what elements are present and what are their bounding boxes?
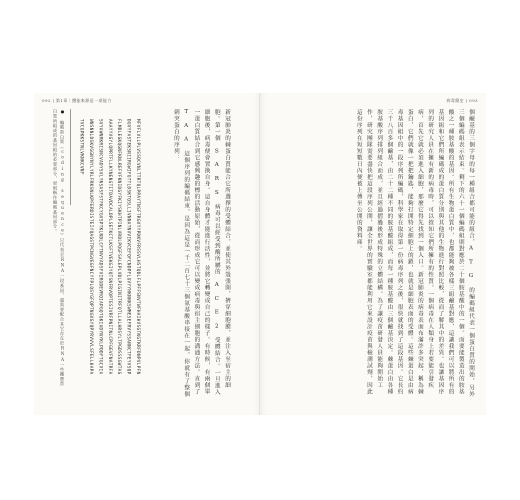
footnote-text: 編碼蛋白質（coding sequence）只代表至RNA一段基因，還需要配合其它存在於RNA一些攜帶蛋白質所組成的基因組的必要部分，原則稱作編碼基因部分。 [53, 109, 65, 387]
left-page-body-text: 新冠肺炎的棘蛋白質能合它所選擇的受體結合，並使其外殼張開，擠穿細胞膜，並注入至宿主的細胞。第一個 S A R S 病毒可以經受到酶所屬的 A C E 2 受體結合。一旦進入細胞後，病毒便會置換自身。這自身體才能進行活性，並將它轉變成自己的樣子。有時候，有兩個單一蛋白質結合到它感興趣的標的活動原始，從而形成它可以變成病毒與宿主細胞的溝通方法。直到了 T A A 這個序列的編碼結束，是因為這是一千二百七十三個氨基酸串接在一起，你就有了整個刺突蛋白的序列： [172, 109, 230, 398]
footnote-rule [70, 109, 71, 205]
left-running-head: 092 | 第1章｜體能來源是一項能力 [42, 98, 112, 103]
footnote [42, 109, 66, 389]
spike-protein-sequence: MFVFLVLLPLVSSQCVNLTTRTQLPPAYTNSFTRGVYYPDKVFRSSVLHSTQDLFLPFFSNVTWFHAIHVSGTNGTKRFDNPVLPFNDGVYFASTEKSNIIRGWIFGTTLDSKTQSLLIVNNATNVVIKVCEFQFCNDPFLGVYYHKNNKSWMESEFRVYSSANNCTFEYVSQPFLMDLEGKQGNFKNLREFVFKNIDGYFKIYSKHTPINLVRDLPQGFSALEPLVDLPIGINITRFQTLLALHRSYLTPGDSSSGWTAGAAAYYVGYLQPRTFLLKYNENGTITDAVDCALDPLSETKCTLKSFTVEKGIYQTSNFRVQPTESIVRFPNITNLCPFGEVFNATRFASVYAWNRKRISNCVADYSVLYNSASFSTFKCYGVSPTKLNDLCFTNVYADSFVIRGDEVRQIAPGQTGKIADYNYKLPDDFTGCVIAWNSNNLDSKVGGNYNYLYRLFRKSNLKPFERDISTEIYQAGSTPCNGVEGFNCYFPLQSYGFQPTNGVGYQPYRVVVLSFELLHAPATVCGPKKSTNLVKNKCVNF [78, 119, 140, 375]
right-page [260, 93, 486, 415]
right-page-body-text: 個鹼基的三個字母的每一種組合都可能的組合，A T G 的編碼組代表一個蛋白質的開始，另外三個編碼組表示結束。剩下的六十一個編碼組則對應於二十個胺基酸中的一個。而要能製造出的胺基酸之一種胺基酸的基因。所有生物蛋白質中，也都能夠被各樣三組鹼基對應，這讓我們可以將所有的基因組和它們所編碼成的蛋白質分別與其他的生物進行對照比較，從而了解其中的差異。也讓基因序列的研究人員在擁有新的病毒時，可以推知它們所擁有的性質。一個病毒在人類身上若要能引發疾病，首先它就必須進入細胞，那麼它得先找到一個入口。新冠肺炎的病毒表面布滿許多突起，稱為棘蛋白，它們就像一把把鑰匙，能夠打開特定細胞上的鎖，也就是細胞表面的受體。這些棘蛋白是由病毒基因組中的一段序列所編碼，科學家在取得第一份病毒序列之後，很快就找到了這段基因。它長約三千八百多個鹼基，由二十二種不同的胺基酸組成，而每一種胺基酸由三個鹼基決定。棘蛋白由各種胺基酸序列排列組合而成，並且經過摺疊後形成特殊的立體結構。為了讓疫苗研發人員能夠開始工作，研究團隊需要盡快把這段序列公開，讓全世界的實驗室都能利用它來設計疫苗與檢測試劑，因此這份序列在短短數日內便被上傳至公開的資料庫。 [355, 109, 474, 398]
right-running-head: 病毒簡史 | 093 [446, 98, 478, 103]
left-page [34, 93, 260, 415]
footnote-bullet-icon: ● [60, 109, 65, 115]
book-spread [34, 93, 486, 415]
